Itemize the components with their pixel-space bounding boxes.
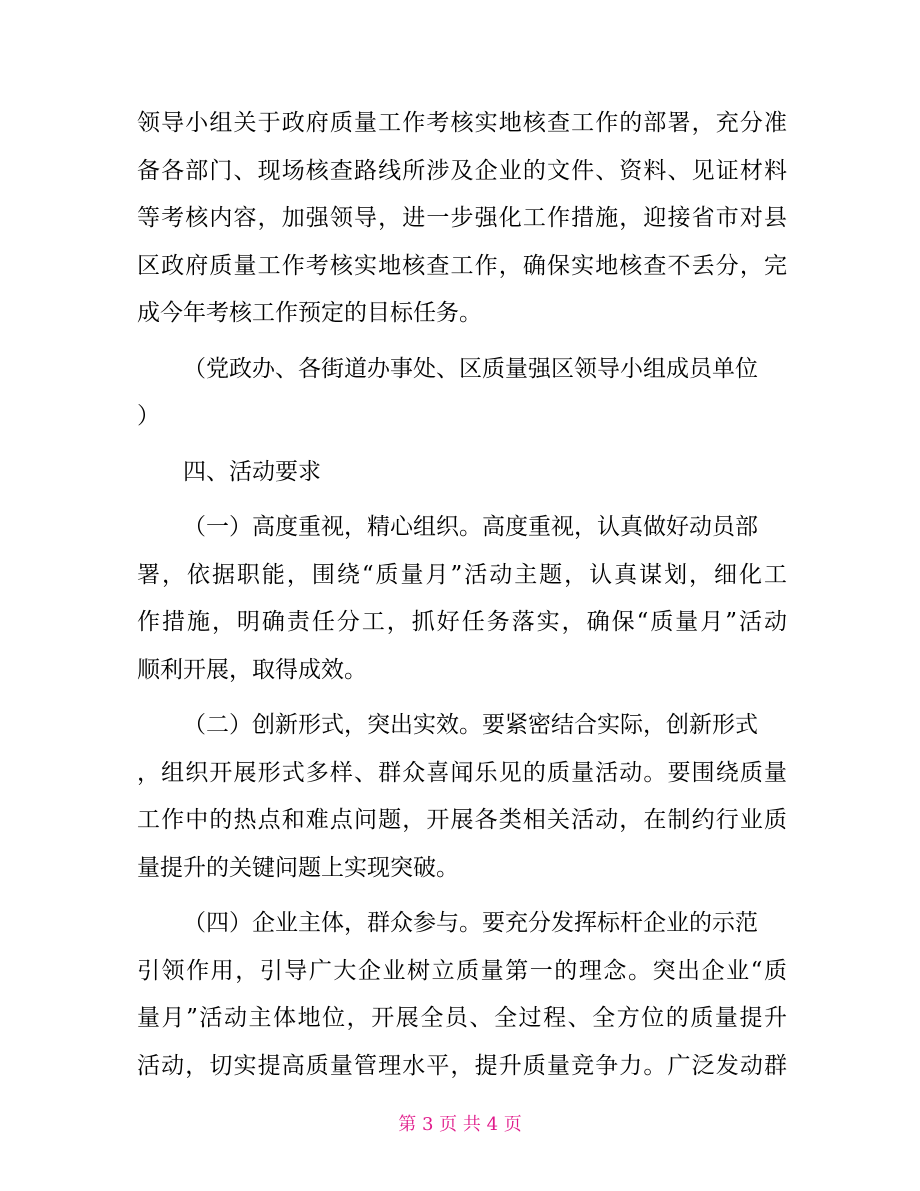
paragraph	[137, 346, 787, 441]
text-line: ）	[137, 403, 160, 429]
page-footer	[0, 1110, 920, 1136]
text-line: 工作中的热点和难点问题，开展各类相关活动，在制约行业质	[137, 807, 787, 833]
page-number-label: 第 3 页 共 4 页	[398, 1114, 522, 1135]
text-line: （四）企业主体，群众参与。要充分发挥标杆企业的示范	[183, 910, 758, 936]
section-heading	[137, 449, 787, 497]
text-line: 区政府质量工作考核实地核查工作，确保实地核查不丢分，完	[137, 252, 787, 279]
text-line: 备各部门、现场核查路线所涉及企业的文件、资料、见证材料	[137, 157, 787, 184]
text-line: 等考核内容，加强领导，进一步强化工作措施，迎接省市对县	[137, 205, 787, 231]
paragraph	[137, 900, 787, 1090]
paragraph	[137, 504, 787, 694]
text-line: 成今年考核工作预定的目标任务。	[137, 300, 482, 326]
text-line: 作措施，明确责任分工，抓好任务落实，确保“质量月”活动	[137, 609, 787, 635]
paragraph	[137, 702, 787, 892]
text-line: 领导小组关于政府质量工作考核实地核查工作的部署，充分准	[137, 110, 787, 136]
text-line: （党政办、各街道办事处、区质量强区领导小组成员单位	[183, 355, 758, 382]
text-line: （二）创新形式，突出实效。要紧密结合实际，创新形式	[183, 712, 758, 738]
text-line: （一）高度重视，精心组织。高度重视，认真做好动员部	[183, 514, 758, 540]
text-line: 顺利开展，取得成效。	[137, 656, 367, 683]
text-line: 量提升的关键问题上实现突破。	[137, 854, 459, 881]
text-line: 署，依据职能，围绕“质量月”活动主题，认真谋划，细化工	[137, 561, 787, 588]
text-line: ，组织开展形式多样、群众喜闻乐见的质量活动。要围绕质量	[137, 759, 787, 786]
heading-line: 四、活动要求	[183, 458, 321, 485]
text-line: 引领作用，引导广大企业树立质量第一的理念。突出企业“质	[137, 957, 787, 984]
text-line: 活动，切实提高质量管理水平，提升质量竞争力。广泛发动群	[137, 1052, 787, 1079]
paragraph	[137, 100, 787, 338]
text-line: 量月”活动主体地位，开展全员、全过程、全方位的质量提升	[137, 1005, 787, 1031]
document-body	[137, 100, 787, 1090]
